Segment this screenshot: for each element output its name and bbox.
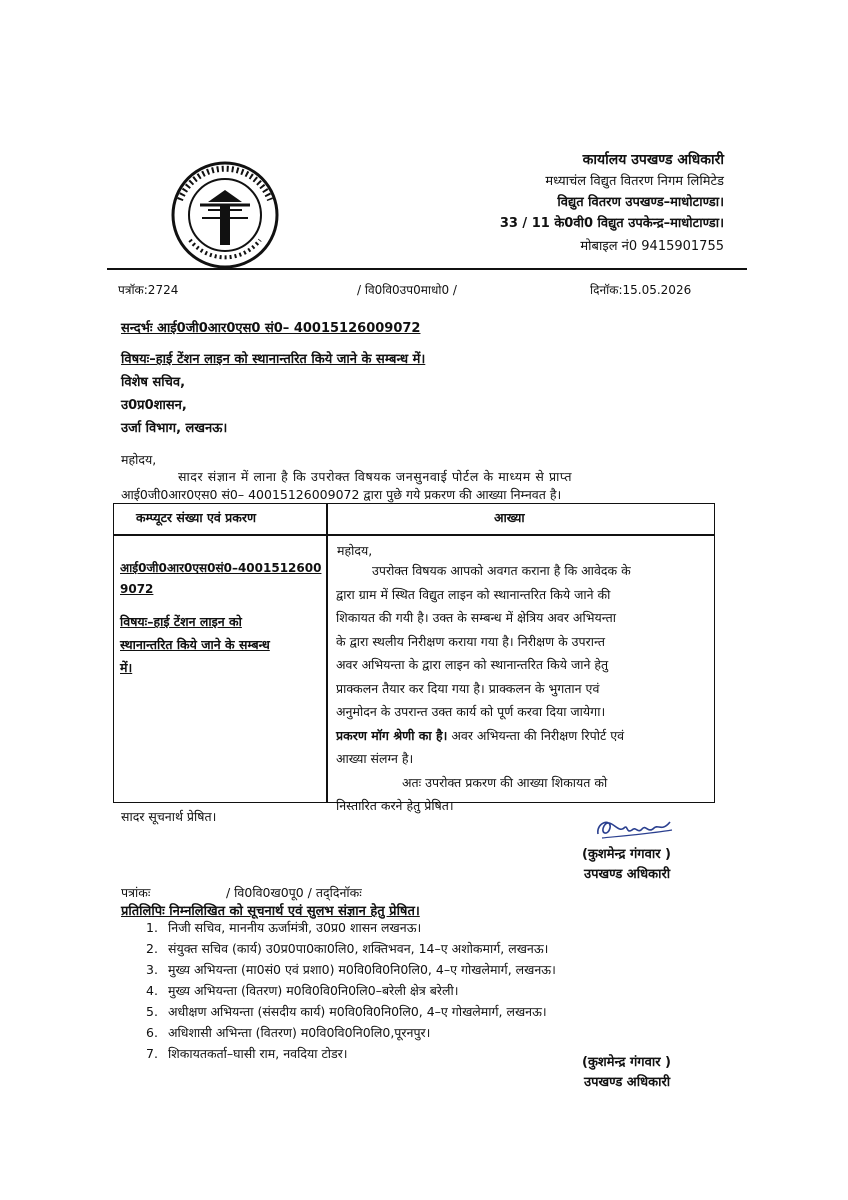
table-subject-line3: में। [120, 660, 133, 675]
intro-line2: आई0जी0आर0एस0 सं0– 40015126009072 द्वारा पुछे गये प्रकरण की आख्या निम्नवत है। [121, 487, 562, 502]
letter-date: दिनॉक:15.05.2026 [590, 283, 692, 297]
table-subject-line1: विषयः–हाई टेंशन लाइन को [120, 614, 242, 629]
report-text [336, 559, 708, 818]
copy-signatory-title: उपखण्ड अधिकारी [584, 1075, 671, 1090]
report-salutation: महोदय, [337, 543, 373, 558]
signature-icon [592, 812, 677, 844]
report-line: के द्वारा स्थलीय निरीक्षण कराया गया है। निरीक्षण के उपरान्त [336, 633, 605, 649]
report-line: आख्या संलग्न है। [336, 751, 414, 766]
office-line4: 33 / 11 के0वी0 विद्युत उपकेन्द्र–माधोटाण्डा। [499, 216, 724, 231]
patrank: पत्रॉक:2724 [118, 283, 179, 297]
addressee-line2: उ0प्र0शासन, [121, 398, 187, 413]
copy-recipient-list [146, 917, 556, 1064]
table-header-computer-number: कम्प्यूटर संख्या एवं प्रकरण [136, 510, 257, 525]
copy-patrank: पत्रांकः [121, 885, 151, 900]
dept-code: / वि0वि0उप0माधो0 / [357, 283, 457, 297]
list-item: 6. अधिशासी अभिन्ता (वितरण) म0वि0वि0नि0लि0,पूरनपुर। [146, 1025, 431, 1040]
report-line [336, 724, 708, 748]
report-line: शिकायत की गयी है। उक्त के सम्बन्ध में क्षेत्रिय अवर अभियन्ता [336, 610, 616, 625]
office-line2: मध्याचंल विद्युत वितरण निगम लिमिटेड [545, 174, 724, 189]
salutation: महोदय, [121, 452, 157, 467]
header-divider [107, 268, 747, 270]
signatory-title: उपखण्ड अधिकारी [584, 867, 671, 882]
list-item: 2. संयुक्त सचिव (कार्य) उ0प्र0पा0का0लि0, शक्तिभवन, 14–ए अशोकमार्ग, लखनऊ। [146, 941, 549, 956]
table-header-report: आख्या [494, 510, 525, 525]
table-column-divider [326, 504, 328, 802]
report-line: अनुमोदन के उपरान्त उक्त कार्य को पूर्ण करवा दिया जायेगा। [336, 704, 606, 719]
report-line: द्वारा ग्राम में स्थित विद्युत लाइन को स्थानान्तरित किये जाने की [336, 586, 611, 602]
addressee-line1: विशेष सचिव, [121, 375, 186, 390]
corporation-logo-icon [170, 160, 280, 270]
list-item: 1. निजी सचिव, माननीय ऊर्जामंत्री, उ0प्र0 शासन लखनऊ। [146, 920, 422, 935]
report-line: अतः उपरोक्त प्रकरण की आख्या शिकायत को [402, 774, 608, 790]
office-line3: विद्युत वितरण उपखण्ड–माधोटाण्डा। [557, 195, 724, 210]
reference: सन्दर्भः आई0जी0आर0एस0 सं0– 40015126009072 [121, 321, 421, 336]
report-line: अवर अभियन्ता के द्वारा लाइन को स्थानान्तरित किये जाने हेतु [336, 657, 609, 672]
mobile-number: मोबाइल नं0 9415901755 [580, 239, 724, 254]
addressee-line3: उर्जा विभाग, लखनऊ। [121, 421, 228, 436]
list-item: 5. अधीक्षण अभियन्ता (संसदीय कार्य) म0वि0वि0नि0लि0, 4–ए गोखलेमार्ग, लखनऊ। [146, 1004, 547, 1019]
table-ref-number-line2: 9072 [120, 582, 154, 596]
subject: विषयः–हाई टेंशन लाइन को स्थानान्तरित किये जाने के सम्बन्ध में। [121, 352, 426, 367]
copy-heading: प्रतिलिपिः निम्नलिखित को सूचनार्थ एवं सुलभ संज्ञान हेतु प्रेषित। [121, 904, 420, 919]
report-table [113, 503, 715, 813]
list-item: 4. मुख्य अभियन्ता (वितरण) म0वि0वि0नि0लि0–बरेली क्षेत्र बरेली। [146, 983, 459, 998]
intro-line1: सादर संज्ञान में लाना है कि उपरोक्त विषयक जनसुनवाई पोर्टल के माध्यम से प्राप्त [178, 469, 573, 484]
report-line-rest: अवर अभियन्ता की निरीक्षण रिपोर्ट एवं [451, 727, 625, 743]
report-line: प्राक्कलन तैयार कर दिया गया है। प्राक्कलन के भुगतान एवं [336, 680, 600, 696]
table-ref-number-line1: आई0जी0आर0एस0सं0–4001512600 [120, 561, 322, 575]
report-line: निस्तारित करने हेतु प्रेषित। [336, 798, 454, 813]
report-bold-category: प्रकरण मॉग श्रेणी का है। [336, 727, 448, 743]
list-item: 3. मुख्य अभियन्ता (मा0सं0 एवं प्रशा0) म0वि0वि0नि0लि0, 4–ए गोखलेमार्ग, लखनऊ। [146, 962, 556, 977]
forwarded-note: सादर सूचनार्थ प्रेषित। [121, 809, 217, 824]
list-item: 7. शिकायतकर्ता–घासी राम, नवदिया टोडर। [146, 1046, 348, 1061]
copy-dept-code: / वि0वि0ख0पू0 / तद्‌दिनॉकः [226, 885, 362, 900]
copy-signatory-name: (कुशमेन्द्र गंगवार ) [582, 1055, 672, 1070]
report-line: उपरोक्त विषयक आपको अवगत कराना है कि आवेदक के [372, 563, 631, 578]
office-line1: कार्यालय उपखण्ड अधिकारी [582, 152, 724, 168]
table-subject-line2: स्थानान्तरित किये जाने के सम्बन्ध [120, 637, 270, 652]
table-header-divider [114, 534, 714, 536]
signatory-name: (कुशमेन्द्र गंगवार ) [582, 847, 672, 862]
